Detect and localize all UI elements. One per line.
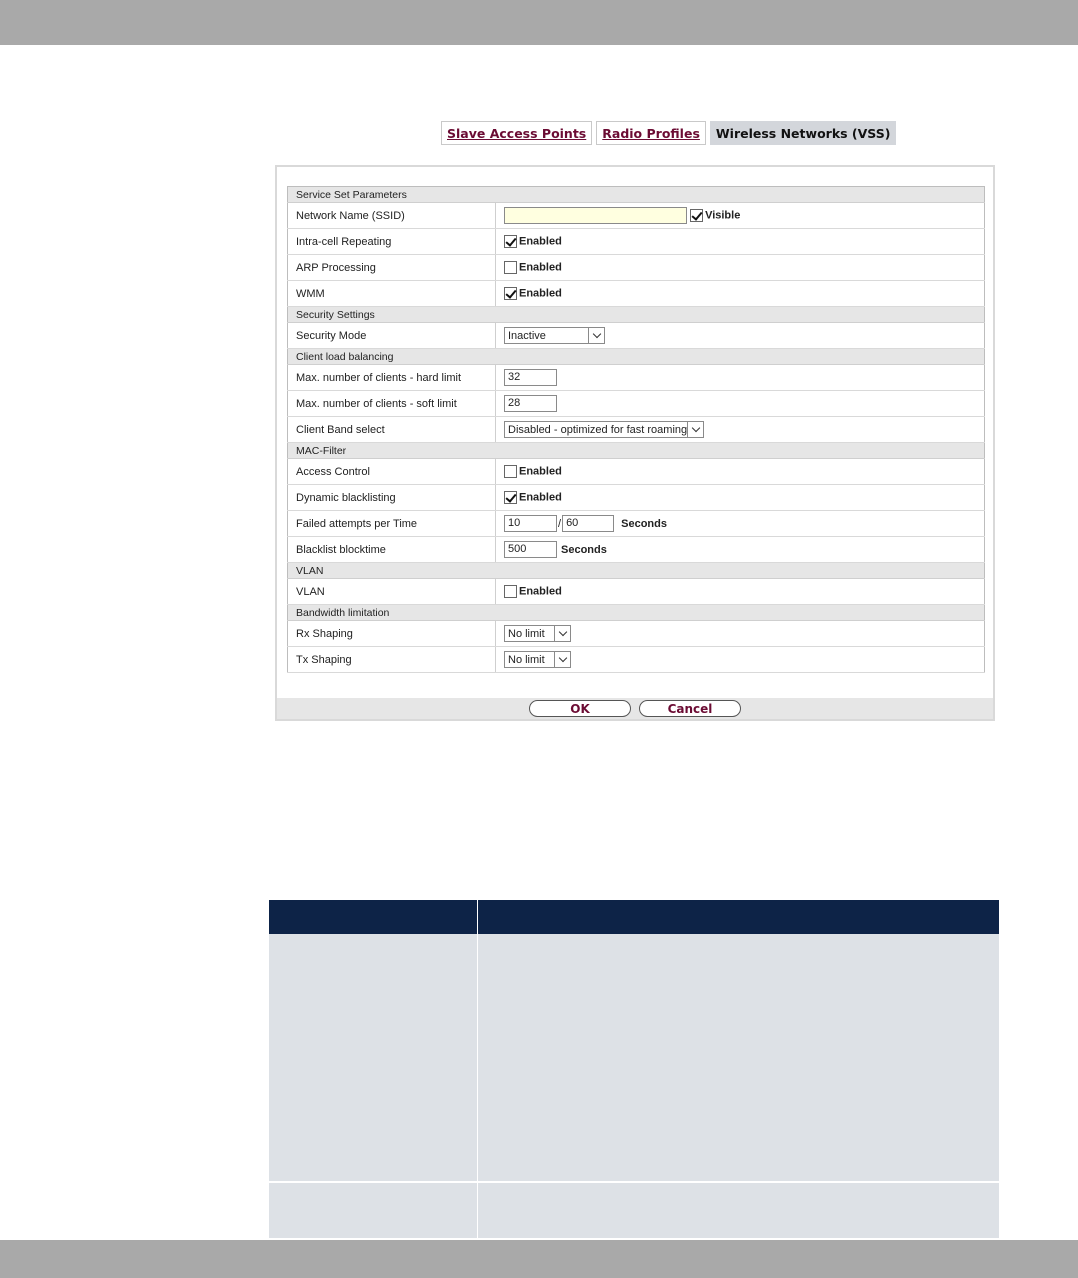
form-footer [277, 698, 993, 719]
max-clients-hard-input[interactable]: 32 [504, 369, 557, 386]
select-value: Disabled - optimized for fast roaming [508, 423, 688, 436]
arp-checkbox[interactable] [504, 261, 517, 274]
select-value: Inactive [508, 329, 546, 342]
select-value: No limit [508, 653, 545, 666]
checkbox-label: Enabled [519, 585, 562, 598]
failed-time-input[interactable]: 60 [562, 515, 614, 532]
chevron-down-icon[interactable] [554, 626, 570, 641]
tab-bar [441, 121, 896, 145]
tab-wireless-networks[interactable]: Wireless Networks (VSS) [710, 121, 897, 145]
field-label: Client Band select [288, 417, 496, 443]
settings-panel [275, 165, 995, 721]
field-label: WMM [288, 281, 496, 307]
checkbox-label: Enabled [519, 235, 562, 248]
table-row [269, 934, 999, 1183]
access-control-checkbox[interactable] [504, 465, 517, 478]
field-label: Dynamic blacklisting [288, 485, 496, 511]
description-table [269, 900, 999, 1238]
table-cell [269, 1183, 478, 1238]
field-label: Network Name (SSID) [288, 203, 496, 229]
field-label: ARP Processing [288, 255, 496, 281]
dynamic-blacklisting-checkbox[interactable] [504, 491, 517, 504]
checkbox-label: Enabled [519, 491, 562, 504]
unit-label: Seconds [621, 517, 667, 530]
field-label: Security Mode [288, 323, 496, 349]
table-row [269, 1183, 999, 1238]
intra-cell-checkbox[interactable] [504, 235, 517, 248]
table-cell [478, 934, 999, 1181]
security-mode-select[interactable] [504, 327, 605, 344]
table-header [269, 900, 999, 934]
table-cell [269, 934, 478, 1181]
settings-form [287, 186, 985, 673]
header-cell [269, 900, 478, 934]
field-label: Tx Shaping [288, 647, 496, 673]
section-header: Client load balancing [288, 349, 985, 365]
band-select[interactable] [504, 421, 704, 438]
cancel-button[interactable]: Cancel [639, 700, 741, 717]
wmm-checkbox[interactable] [504, 287, 517, 300]
vlan-checkbox[interactable] [504, 585, 517, 598]
chevron-down-icon[interactable] [687, 422, 703, 437]
visible-checkbox[interactable] [690, 209, 703, 222]
tab-label[interactable]: Radio Profiles [602, 125, 700, 141]
field-label: Rx Shaping [288, 621, 496, 647]
rx-shaping-select[interactable] [504, 625, 571, 642]
top-bar [0, 0, 1078, 45]
checkbox-label: Enabled [519, 287, 562, 300]
section-header: MAC-Filter [288, 443, 985, 459]
field-label: Access Control [288, 459, 496, 485]
section-header: VLAN [288, 563, 985, 579]
failed-attempts-input[interactable]: 10 [504, 515, 557, 532]
field-label: Max. number of clients - hard limit [288, 365, 496, 391]
unit-label: Seconds [561, 543, 607, 556]
section-header: Security Settings [288, 307, 985, 323]
section-header: Service Set Parameters [288, 187, 985, 203]
max-clients-soft-input[interactable]: 28 [504, 395, 557, 412]
table-cell [478, 1183, 999, 1238]
separator: / [558, 517, 562, 530]
checkbox-label: Enabled [519, 465, 562, 478]
field-label: VLAN [288, 579, 496, 605]
select-value: No limit [508, 627, 545, 640]
ssid-input[interactable] [504, 207, 687, 224]
field-label: Max. number of clients - soft limit [288, 391, 496, 417]
section-header: Bandwidth limitation [288, 605, 985, 621]
chevron-down-icon[interactable] [588, 328, 604, 343]
field-label: Intra-cell Repeating [288, 229, 496, 255]
tab-radio-profiles[interactable] [596, 121, 706, 145]
bottom-bar [0, 1240, 1078, 1278]
chevron-down-icon[interactable] [554, 652, 570, 667]
tx-shaping-select[interactable] [504, 651, 571, 668]
blacklist-blocktime-input[interactable]: 500 [504, 541, 557, 558]
field-label: Failed attempts per Time [288, 511, 496, 537]
checkbox-label: Enabled [519, 261, 562, 274]
field-label: Blacklist blocktime [288, 537, 496, 563]
tab-label[interactable]: Slave Access Points [447, 125, 587, 141]
tab-slave-access-points[interactable] [441, 121, 592, 145]
checkbox-label: Visible [705, 209, 741, 222]
ok-button[interactable]: OK [529, 700, 631, 717]
